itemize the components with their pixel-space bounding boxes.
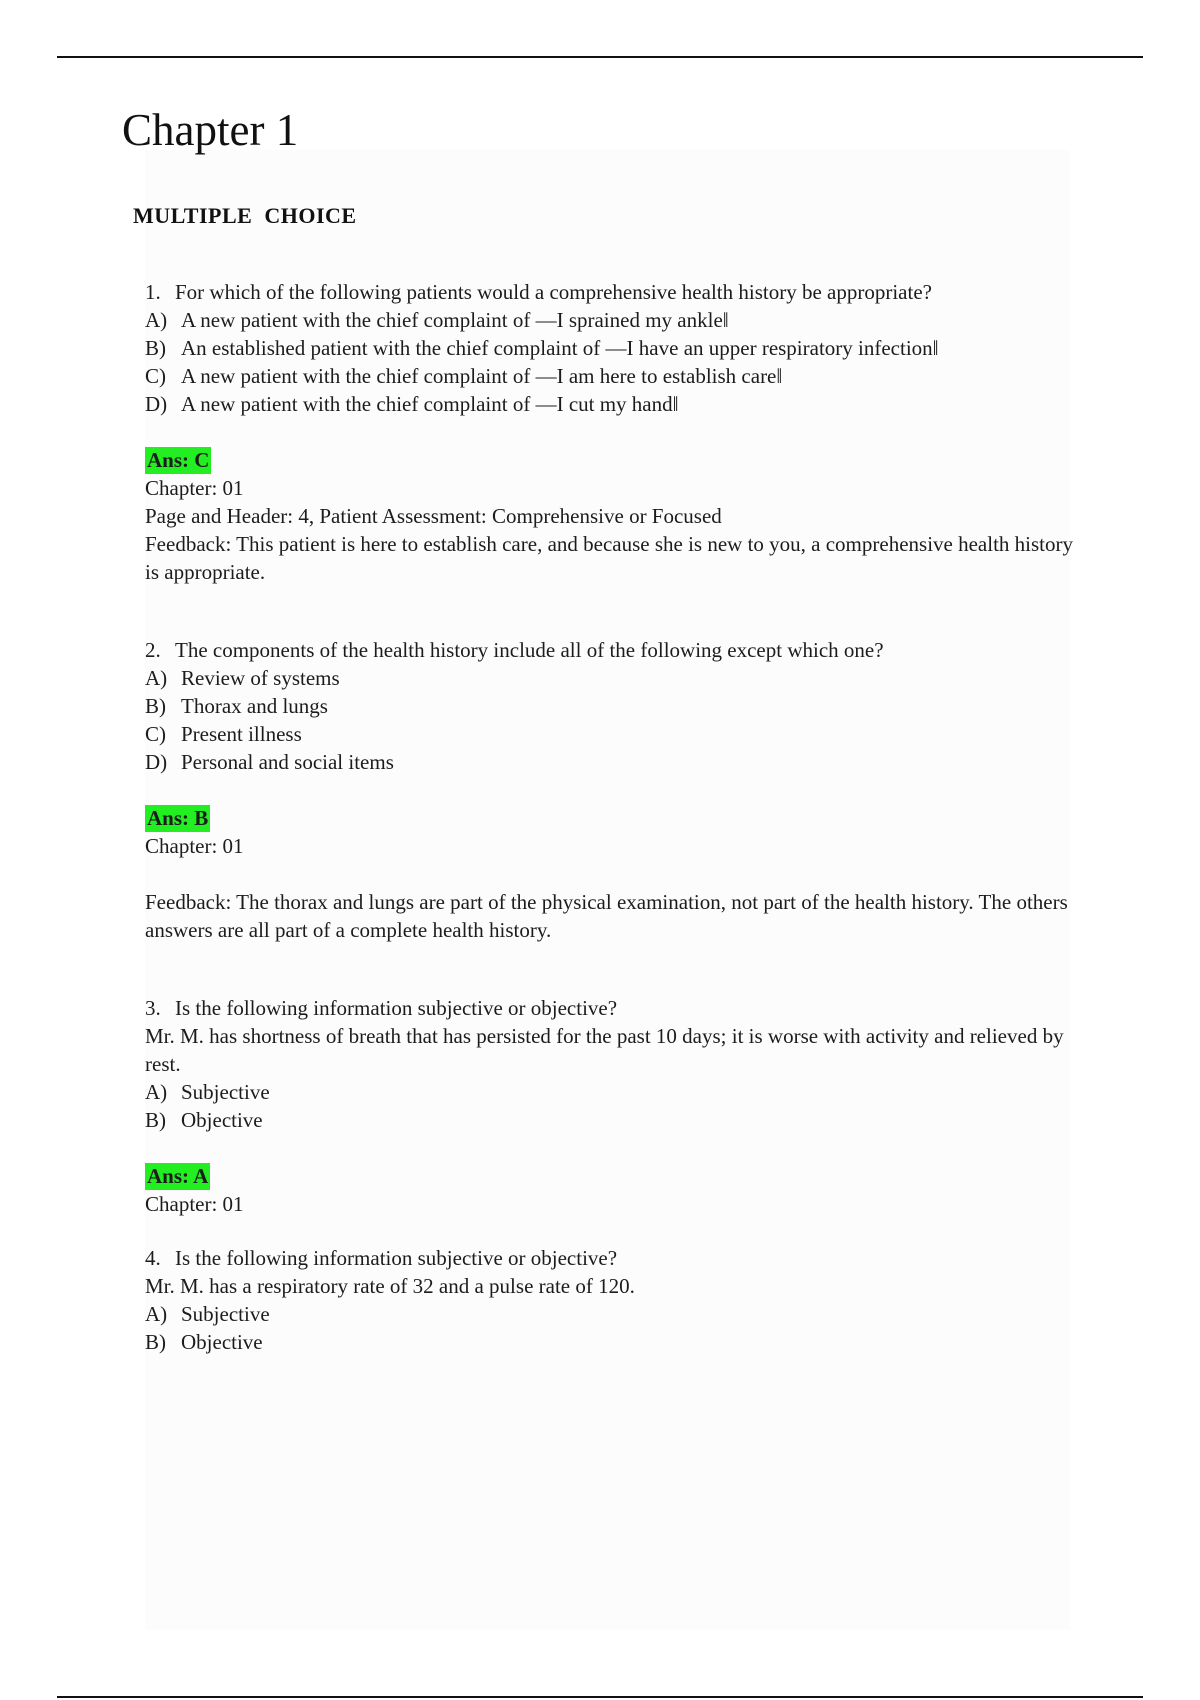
option-text: A new patient with the chief complaint of —I am here to establish care‖ xyxy=(181,364,783,388)
chapter-ref: Chapter: 01 xyxy=(145,834,244,858)
option-text: A new patient with the chief complaint of —I cut my hand‖ xyxy=(181,392,679,416)
answer-option-b xyxy=(145,334,1085,362)
answer-key-highlight: Ans: C xyxy=(147,448,210,472)
answer-option-a xyxy=(145,1300,1085,1328)
question-3 xyxy=(145,994,1085,1218)
answer-key-highlight: Ans: A xyxy=(147,1164,209,1188)
feedback: Feedback: The thorax and lungs are part of the physical examination, not part of the health history. The others answers are all part of a complete health history. xyxy=(145,890,1068,942)
question-number: 3. xyxy=(145,996,161,1020)
top-rule xyxy=(57,56,1143,58)
option-letter: A) xyxy=(145,1302,168,1326)
chapter-ref: Chapter: 01 xyxy=(145,1192,244,1216)
answer-option-d xyxy=(145,390,1085,418)
spacer xyxy=(145,860,1085,888)
spacer xyxy=(145,776,1085,804)
option-text: Subjective xyxy=(181,1080,270,1104)
answer-option-d xyxy=(145,748,1085,776)
option-letter: A) xyxy=(145,308,168,332)
answer-option-b xyxy=(145,1328,1085,1356)
option-letter: B) xyxy=(145,336,166,360)
spacer xyxy=(145,418,1085,446)
answer-option-b xyxy=(145,1106,1085,1134)
option-letter: C) xyxy=(145,722,166,746)
option-text: Objective xyxy=(181,1108,263,1132)
option-letter: B) xyxy=(145,694,166,718)
question-4 xyxy=(145,1244,1085,1356)
option-letter: A) xyxy=(145,1080,168,1104)
option-text: Present illness xyxy=(181,722,302,746)
option-text: Personal and social items xyxy=(181,750,394,774)
question-number: 1. xyxy=(145,280,161,304)
page-header-ref: Page and Header: 4, Patient Assessment: Comprehensive or Focused xyxy=(145,504,722,528)
question-number: 2. xyxy=(145,638,161,662)
answer-option-c xyxy=(145,720,1085,748)
option-text: An established patient with the chief complaint of —I have an upper respiratory infection‖ xyxy=(181,336,939,360)
answer-option-a xyxy=(145,306,1085,334)
answer-option-a xyxy=(145,664,1085,692)
bottom-rule xyxy=(57,1696,1143,1698)
question-stem xyxy=(145,278,1085,306)
option-letter: D) xyxy=(145,750,168,774)
option-text: Subjective xyxy=(181,1302,270,1326)
question-stem xyxy=(145,1244,1085,1272)
question-2 xyxy=(145,636,1085,944)
question-stem xyxy=(145,994,1085,1022)
question-detail: Mr. M. has a respiratory rate of 32 and a pulse rate of 120. xyxy=(145,1274,635,1298)
spacer xyxy=(145,1134,1085,1162)
option-letter: D) xyxy=(145,392,168,416)
question-text: Is the following information subjective or objective? xyxy=(175,996,618,1020)
chapter-title: Chapter 1 xyxy=(122,105,299,155)
option-letter: A) xyxy=(145,666,168,690)
question-text: Is the following information subjective or objective? xyxy=(175,1246,618,1270)
question-1 xyxy=(145,278,1085,586)
section-heading: MULTIPLE CHOICE xyxy=(133,203,357,228)
option-text: Thorax and lungs xyxy=(181,694,328,718)
option-text: Objective xyxy=(181,1330,263,1354)
answer-option-b xyxy=(145,692,1085,720)
question-stem xyxy=(145,636,1085,664)
question-text: For which of the following patients would a comprehensive health history be appropriate? xyxy=(175,280,932,304)
answer-option-c xyxy=(145,362,1085,390)
answer-key-highlight: Ans: B xyxy=(147,806,209,830)
feedback: Feedback: This patient is here to establish care, and because she is new to you, a comprehensive health history is appropriate. xyxy=(145,532,1073,584)
question-detail: Mr. M. has shortness of breath that has persisted for the past 10 days; it is worse with activity and relieved by rest. xyxy=(145,1024,1064,1076)
question-text: The components of the health history include all of the following except which one? xyxy=(175,638,884,662)
answer-option-a xyxy=(145,1078,1085,1106)
option-text: A new patient with the chief complaint of —I sprained my ankle‖ xyxy=(181,308,729,332)
option-letter: B) xyxy=(145,1330,166,1354)
question-number: 4. xyxy=(145,1246,161,1270)
option-letter: C) xyxy=(145,364,166,388)
option-text: Review of systems xyxy=(181,666,340,690)
chapter-ref: Chapter: 01 xyxy=(145,476,244,500)
option-letter: B) xyxy=(145,1108,166,1132)
